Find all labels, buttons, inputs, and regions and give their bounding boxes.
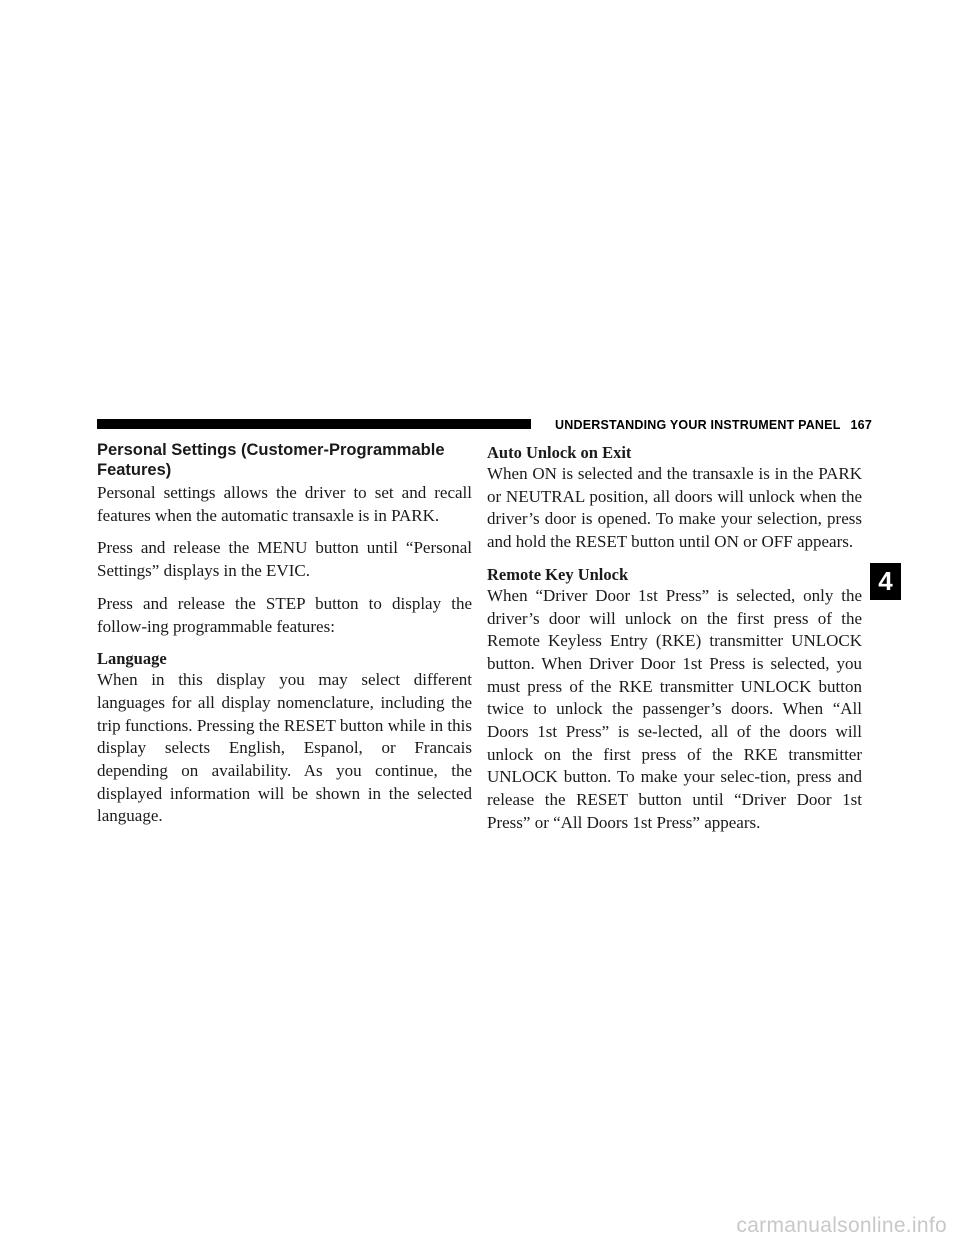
- paragraph: Press and release the MENU button until “Personal Settings” displays in the EVIC.: [97, 538, 472, 581]
- paragraph: When in this display you may select different languages for all display nomenclature, including the trip functions. Pressing the RESET button while in this display selects English, Espanol, or Francais depending on availability. As you continue, the displayed information will be shown in the selected language.: [97, 670, 472, 826]
- running-header: [548, 418, 872, 432]
- header-title: UNDERSTANDING YOUR INSTRUMENT PANEL: [555, 418, 841, 432]
- right-column: [487, 442, 862, 845]
- subsection-title-remote-key: Remote Key Unlock: [487, 564, 629, 584]
- header-rule: [97, 419, 531, 429]
- paragraph: Personal settings allows the driver to set and recall features when the automatic transaxle is in PARK.: [97, 483, 472, 525]
- section-title: Personal Settings (Customer-Programmable Features): [97, 441, 445, 479]
- watermark: carmanualsonline.info: [736, 1214, 947, 1237]
- page-number: 167: [850, 418, 872, 432]
- paragraph: When “Driver Door 1st Press” is selected, only the driver’s door will unlock on the first press of the Remote Keyless Entry (RKE) transmitter UNLOCK button. When Driver Door 1st Press is selected, you must press of the RKE transmitter UNLOCK button twice to unlock the passenger’s doors. When “All Doors 1st Press” is se-lected, all of the doors will unlock on the first press of the RKE transmitter UNLOCK button. To make your selec-tion, press and release the RESET button until “Driver Door 1st Press” or “All Doors 1st Press” appears.: [487, 585, 862, 832]
- left-column: [97, 440, 472, 838]
- paragraph: When ON is selected and the transaxle is in the PARK or NEUTRAL position, all doors will unlock when the driver’s door is opened. To make your selection, press and hold the RESET button until ON or OFF appears.: [487, 464, 862, 552]
- subsection-title-auto-unlock: Auto Unlock on Exit: [487, 443, 632, 462]
- paragraph: Press and release the STEP button to display the follow-ing programmable features:: [97, 593, 472, 636]
- chapter-tab: 4: [870, 563, 901, 600]
- subsection-title-language: Language: [97, 649, 167, 669]
